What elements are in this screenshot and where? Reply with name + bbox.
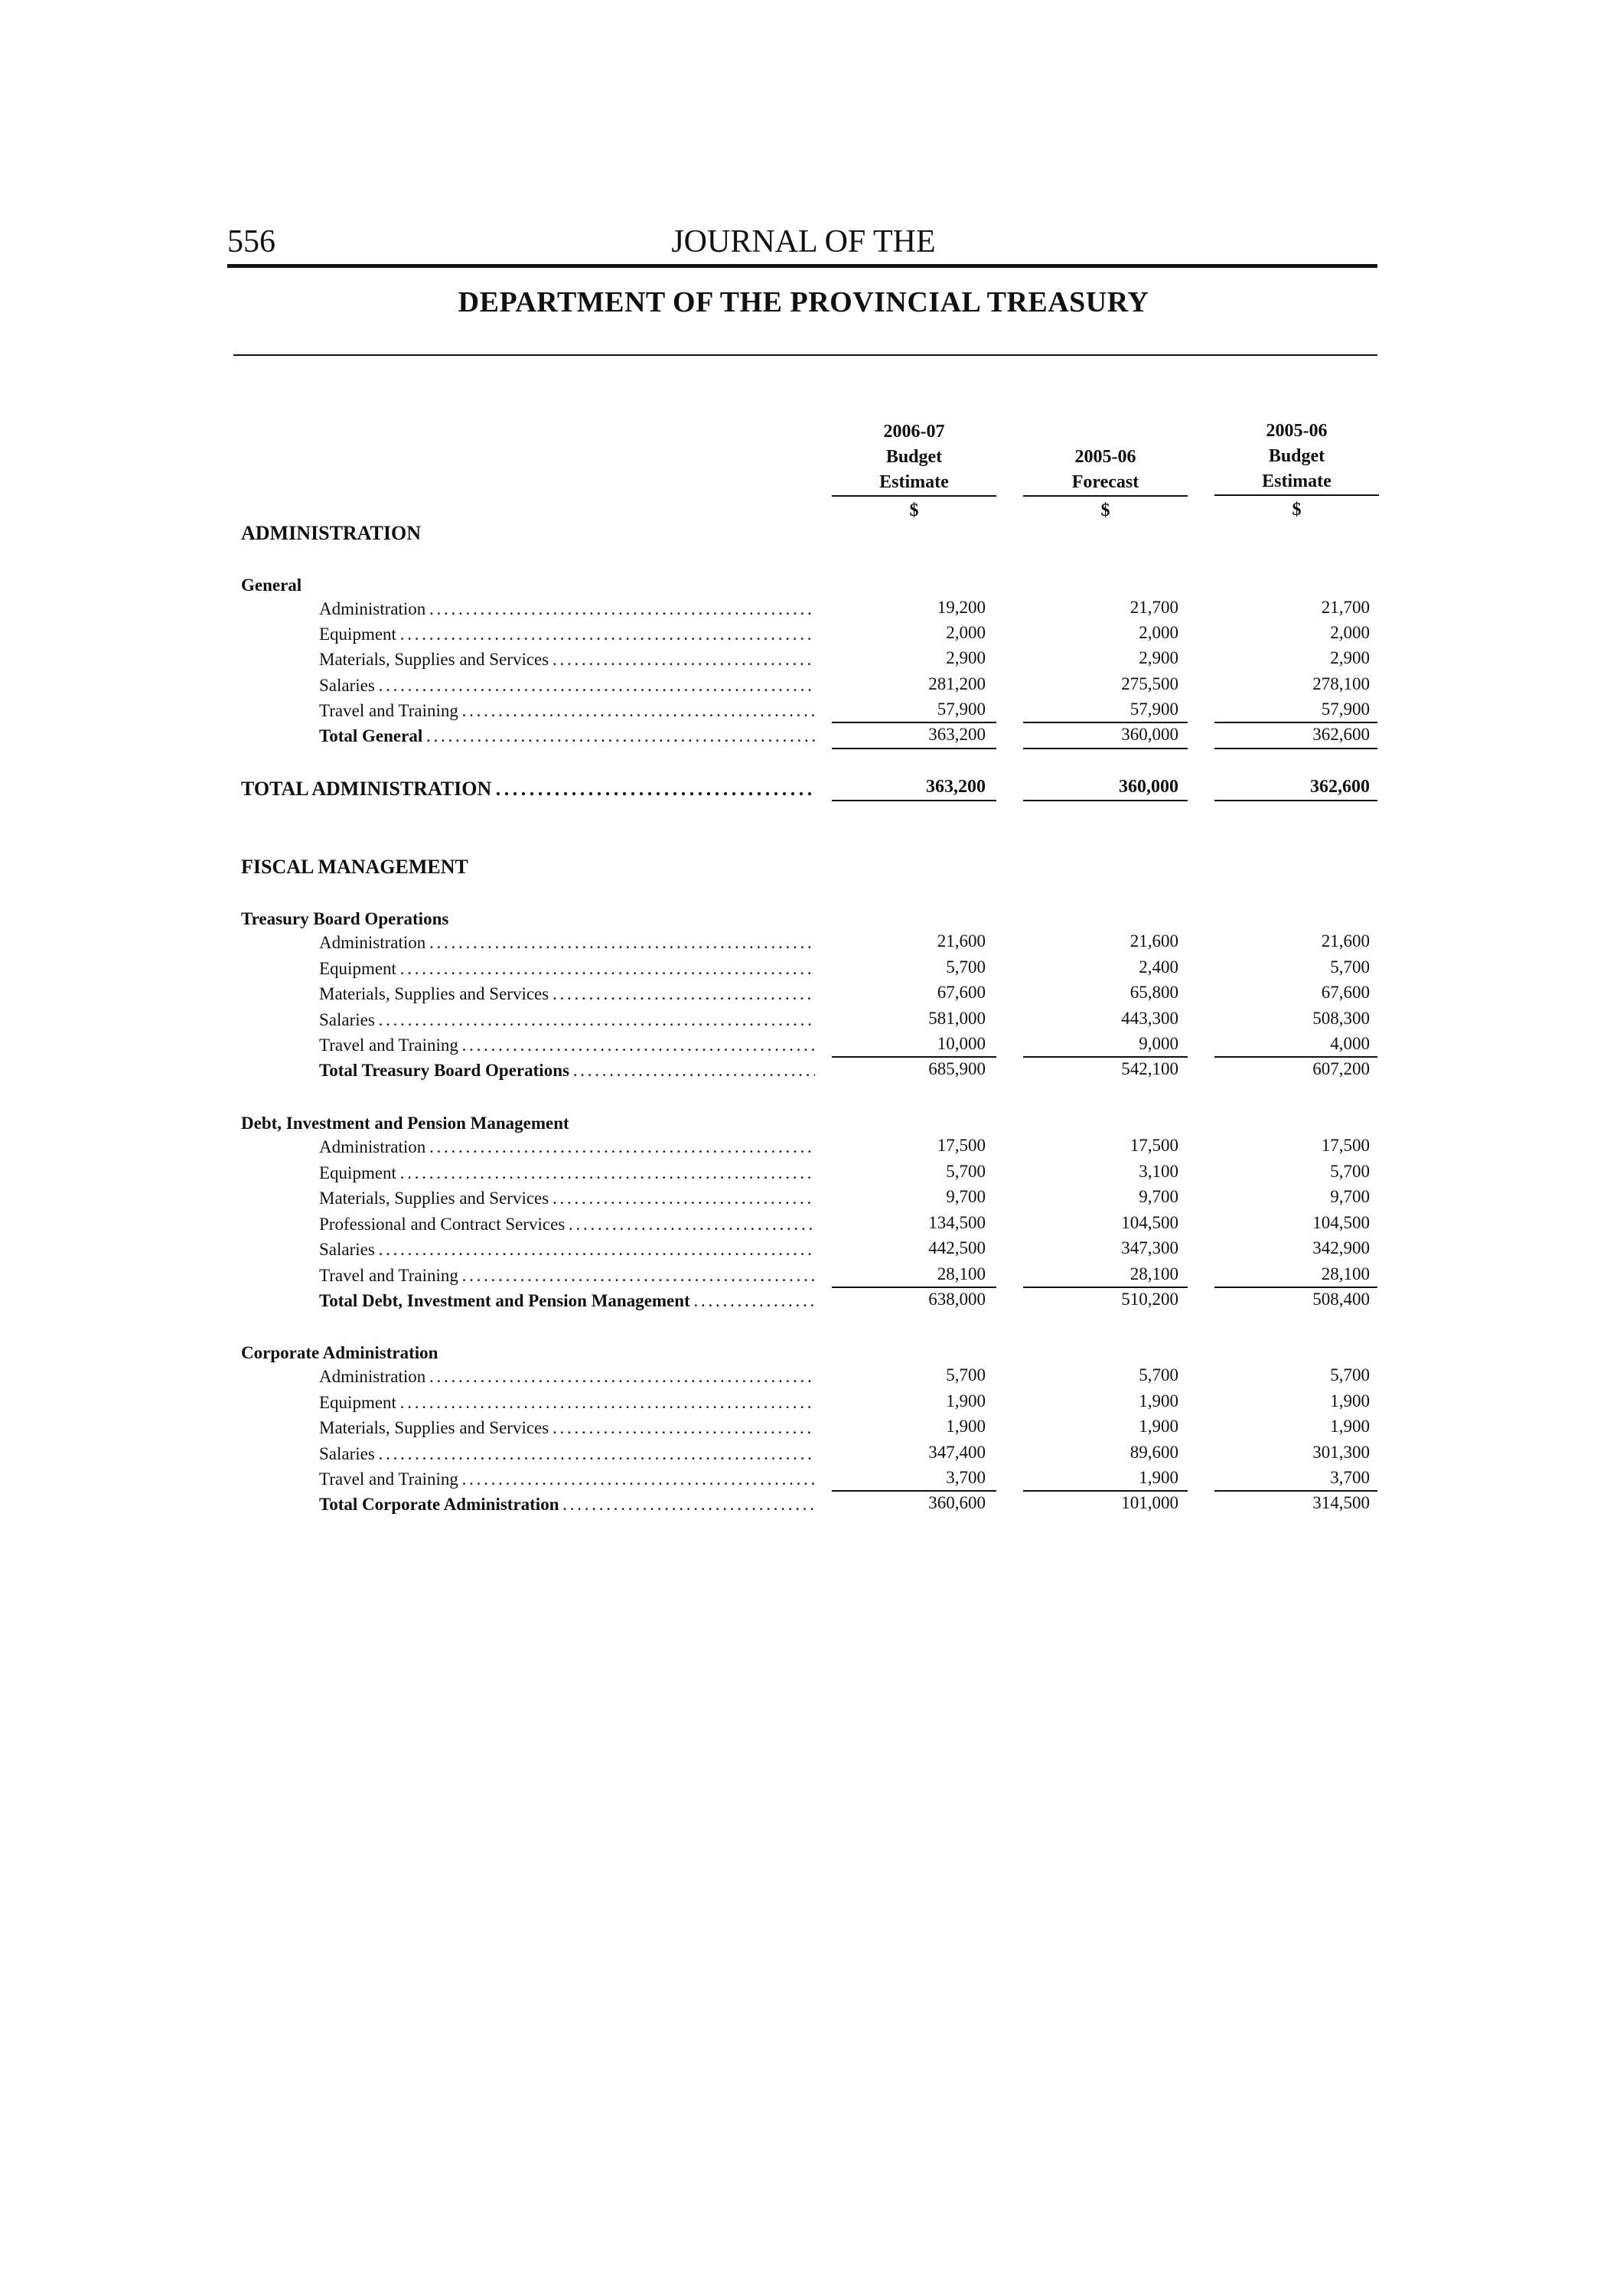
row-value: 21,700 bbox=[1321, 598, 1370, 617]
row-label: Materials, Supplies and Services . . . bbox=[319, 650, 815, 670]
row-value: 67,600 bbox=[937, 983, 986, 1002]
row-value: 1,900 bbox=[1330, 1417, 1370, 1436]
row-value: 5,700 bbox=[946, 1365, 986, 1384]
row-value: 21,600 bbox=[1129, 931, 1178, 951]
row-value: 104,500 bbox=[1312, 1213, 1370, 1232]
department-title: DEPARTMENT OF THE PROVINCIAL TREASURY bbox=[458, 286, 1149, 318]
total-value: 542,100 bbox=[1121, 1059, 1178, 1078]
row-label: Equipment . . . bbox=[319, 1393, 815, 1413]
row-value: 57,900 bbox=[1321, 700, 1370, 719]
total-value: 685,900 bbox=[928, 1059, 986, 1078]
row-label: Travel and Training . . . bbox=[319, 1266, 815, 1286]
subtotal-rule bbox=[832, 1490, 996, 1492]
row-value: 9,700 bbox=[1139, 1187, 1178, 1206]
subtotal-rule bbox=[1023, 722, 1188, 723]
row-value: 1,900 bbox=[1139, 1468, 1178, 1487]
row-value: 5,700 bbox=[1330, 957, 1370, 977]
row-value: 5,700 bbox=[1330, 1365, 1370, 1384]
row-value: 21,600 bbox=[1321, 931, 1370, 951]
row-value: 278,100 bbox=[1312, 674, 1370, 693]
row-value: 442,500 bbox=[928, 1238, 986, 1257]
row-value: 10,000 bbox=[937, 1034, 986, 1053]
total-value: 607,200 bbox=[1312, 1059, 1370, 1078]
total-rule bbox=[1023, 748, 1188, 749]
column-year: 2005-06 bbox=[1074, 447, 1136, 467]
total-value: 360,000 bbox=[1121, 725, 1178, 744]
total-label: Total Corporate Administration . . . bbox=[319, 1495, 815, 1515]
row-value: 17,500 bbox=[1321, 1136, 1370, 1155]
row-value: 2,900 bbox=[946, 648, 986, 667]
total-label: Total General . . . bbox=[319, 726, 815, 746]
column-line3: Estimate bbox=[832, 470, 996, 497]
subtotal-rule bbox=[832, 1056, 996, 1058]
row-value: 19,200 bbox=[937, 598, 986, 617]
row-value: 1,900 bbox=[1330, 1391, 1370, 1411]
row-label: Equipment . . . bbox=[319, 625, 815, 644]
column-header-2006-07-budget-estimate bbox=[832, 419, 996, 523]
row-value: 581,000 bbox=[928, 1009, 986, 1028]
subtotal-rule bbox=[1214, 722, 1377, 723]
grand-total-value: 360,000 bbox=[1119, 777, 1178, 797]
row-value: 1,900 bbox=[1139, 1417, 1178, 1436]
row-value: 3,700 bbox=[1330, 1468, 1370, 1487]
row-label: Administration . . . bbox=[319, 1367, 815, 1387]
row-value: 17,500 bbox=[1129, 1136, 1178, 1155]
row-value: 2,900 bbox=[1330, 648, 1370, 667]
row-value: 2,000 bbox=[946, 623, 986, 642]
row-value: 3,700 bbox=[946, 1468, 986, 1487]
grand-total-rule bbox=[1023, 800, 1188, 801]
grand-total-value: 363,200 bbox=[926, 777, 986, 797]
total-label: Total Debt, Investment and Pension Management . . . bbox=[319, 1291, 815, 1311]
grand-total-rule bbox=[1214, 800, 1377, 801]
row-value: 275,500 bbox=[1121, 674, 1178, 693]
total-value: 314,500 bbox=[1312, 1493, 1370, 1512]
section-title-fiscal-management: FISCAL MANAGEMENT bbox=[241, 856, 468, 878]
row-value: 28,100 bbox=[937, 1264, 986, 1283]
total-value: 362,600 bbox=[1312, 725, 1370, 744]
row-value: 281,200 bbox=[928, 674, 986, 693]
row-value: 67,600 bbox=[1321, 983, 1370, 1002]
row-value: 17,500 bbox=[937, 1136, 986, 1155]
column-unit: $ bbox=[909, 501, 919, 520]
subtotal-rule bbox=[832, 1287, 996, 1288]
column-header-2005-06-forecast bbox=[1023, 445, 1188, 523]
subtotal-rule bbox=[1023, 1490, 1188, 1492]
column-unit: $ bbox=[1100, 501, 1110, 520]
row-value: 347,300 bbox=[1121, 1238, 1178, 1257]
row-label: Materials, Supplies and Services . . . bbox=[319, 1418, 815, 1438]
total-value: 101,000 bbox=[1121, 1493, 1178, 1512]
row-label: Equipment . . . bbox=[319, 959, 815, 979]
row-label: Professional and Contract Services . . . bbox=[319, 1215, 815, 1234]
row-label: Materials, Supplies and Services . . . bbox=[319, 984, 815, 1004]
row-label: Salaries . . . bbox=[319, 676, 815, 696]
total-value: 508,400 bbox=[1312, 1290, 1370, 1309]
row-value: 3,100 bbox=[1139, 1162, 1178, 1181]
row-value: 134,500 bbox=[928, 1213, 986, 1232]
subtotal-rule bbox=[1214, 1287, 1377, 1288]
row-label: Administration . . . bbox=[319, 1137, 815, 1157]
row-label: Travel and Training . . . bbox=[319, 701, 815, 721]
row-value: 301,300 bbox=[1312, 1443, 1370, 1462]
row-value: 21,700 bbox=[1129, 598, 1178, 617]
row-value: 9,700 bbox=[946, 1187, 986, 1206]
row-value: 4,000 bbox=[1330, 1034, 1370, 1053]
row-value: 5,700 bbox=[1139, 1365, 1178, 1384]
row-value: 21,600 bbox=[937, 931, 986, 951]
row-label: Travel and Training . . . bbox=[319, 1469, 815, 1489]
row-label: Administration . . . bbox=[319, 933, 815, 953]
row-value: 57,900 bbox=[1129, 700, 1178, 719]
row-label: Salaries . . . bbox=[319, 1444, 815, 1464]
subtotal-rule bbox=[1214, 1490, 1377, 1492]
grand-total-value: 362,600 bbox=[1310, 777, 1370, 797]
group-title-general: General bbox=[241, 576, 302, 595]
group-title-debt-investment-pension: Debt, Investment and Pension Management bbox=[241, 1114, 569, 1133]
grand-total-label-administration: TOTAL ADMINISTRATION . . . bbox=[241, 778, 815, 801]
row-value: 2,400 bbox=[1139, 957, 1178, 977]
row-label: Equipment . . . bbox=[319, 1163, 815, 1183]
row-value: 2,900 bbox=[1139, 648, 1178, 667]
subtotal-rule bbox=[1214, 1056, 1377, 1058]
column-unit: $ bbox=[1292, 500, 1302, 520]
total-label: Total Treasury Board Operations . . . bbox=[319, 1061, 815, 1081]
row-value: 89,600 bbox=[1129, 1443, 1178, 1462]
row-label: Administration . . . bbox=[319, 599, 815, 619]
row-value: 1,900 bbox=[1139, 1391, 1178, 1411]
column-line2: Budget bbox=[885, 447, 943, 467]
row-value: 5,700 bbox=[1330, 1162, 1370, 1181]
row-value: 443,300 bbox=[1121, 1009, 1178, 1028]
column-year: 2006-07 bbox=[883, 422, 945, 442]
department-rule bbox=[233, 354, 1377, 356]
column-year: 2005-06 bbox=[1266, 421, 1328, 441]
column-line2: Forecast bbox=[1023, 470, 1188, 497]
column-line2: Budget bbox=[1268, 446, 1325, 466]
total-value: 360,600 bbox=[928, 1493, 986, 1512]
total-value: 638,000 bbox=[928, 1290, 986, 1309]
row-value: 5,700 bbox=[946, 957, 986, 977]
row-value: 347,400 bbox=[928, 1443, 986, 1462]
row-value: 1,900 bbox=[946, 1391, 986, 1411]
header-rule bbox=[227, 264, 1377, 268]
total-value: 510,200 bbox=[1121, 1290, 1178, 1309]
row-value: 2,000 bbox=[1330, 623, 1370, 642]
subtotal-rule bbox=[1023, 1287, 1188, 1288]
row-value: 342,900 bbox=[1312, 1238, 1370, 1257]
total-rule bbox=[1214, 748, 1377, 749]
grand-total-rule bbox=[832, 800, 996, 801]
row-value: 1,900 bbox=[946, 1417, 986, 1436]
section-title-administration: ADMINISTRATION bbox=[241, 522, 421, 544]
row-value: 57,900 bbox=[937, 700, 986, 719]
row-label: Travel and Training . . . bbox=[319, 1035, 815, 1055]
subtotal-rule bbox=[1023, 1056, 1188, 1058]
row-value: 28,100 bbox=[1129, 1264, 1178, 1283]
column-header-2005-06-budget-estimate bbox=[1214, 419, 1379, 523]
column-line3: Estimate bbox=[1214, 469, 1379, 496]
row-value: 65,800 bbox=[1129, 983, 1178, 1002]
row-value: 2,000 bbox=[1139, 623, 1178, 642]
row-value: 28,100 bbox=[1321, 1264, 1370, 1283]
row-label: Materials, Supplies and Services . . . bbox=[319, 1189, 815, 1208]
row-value: 9,700 bbox=[1330, 1187, 1370, 1206]
row-label: Salaries . . . bbox=[319, 1240, 815, 1260]
subtotal-rule bbox=[832, 722, 996, 723]
total-value: 363,200 bbox=[928, 725, 986, 744]
row-label: Salaries . . . bbox=[319, 1010, 815, 1030]
row-value: 9,000 bbox=[1139, 1034, 1178, 1053]
row-value: 508,300 bbox=[1312, 1009, 1370, 1028]
row-value: 104,500 bbox=[1121, 1213, 1178, 1232]
group-title-treasury-board-operations: Treasury Board Operations bbox=[241, 909, 449, 928]
journal-title: JOURNAL OF THE bbox=[671, 224, 936, 259]
group-title-corporate-administration: Corporate Administration bbox=[241, 1343, 438, 1362]
total-rule bbox=[832, 748, 996, 749]
page-number: 556 bbox=[227, 224, 275, 259]
row-value: 5,700 bbox=[946, 1162, 986, 1181]
